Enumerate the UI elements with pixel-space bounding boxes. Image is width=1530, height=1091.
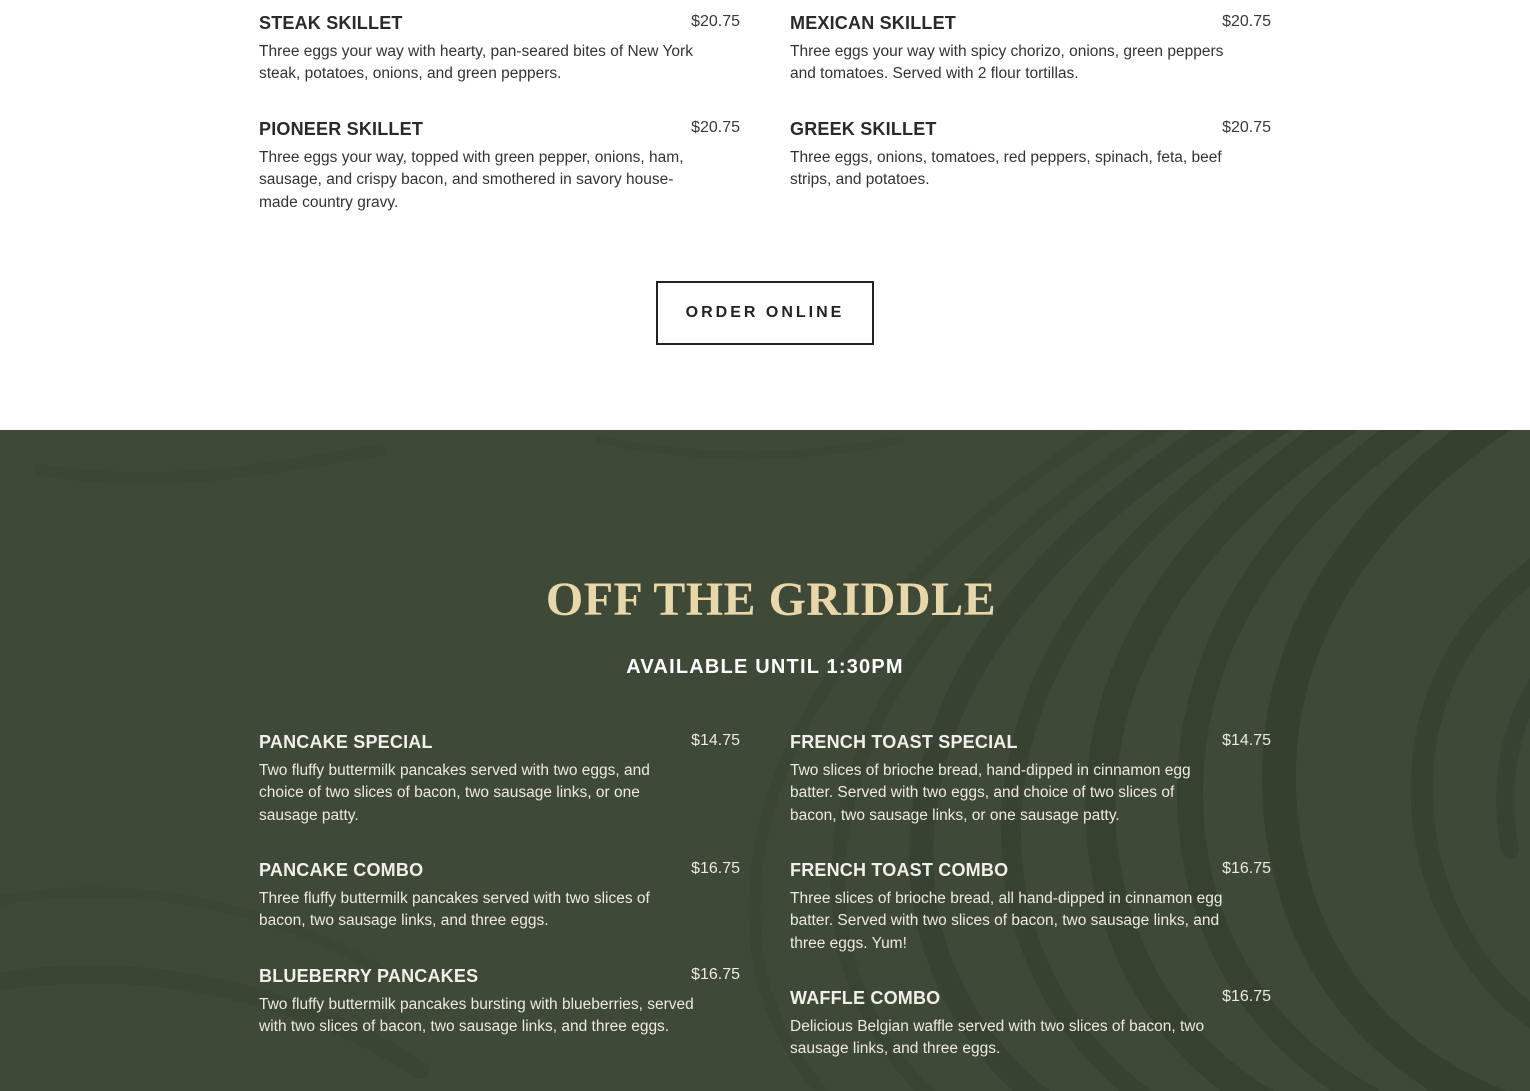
menu-item-description: Delicious Belgian waffle served with two slices of bacon, two sausage links, and three eggs. (790, 1018, 1205, 1058)
menu-item-description: Two fluffy buttermilk pancakes served with two eggs, and choice of two slices of bacon, two sausage links, or one sausage patty. (259, 762, 650, 824)
menu-item-description: Three eggs your way with hearty, pan-seared bites of New York steak, potatoes, onions, and green peppers. (259, 43, 693, 83)
menu-item-price: $14.75 (691, 732, 740, 749)
menu-item-description: Two fluffy buttermilk pancakes bursting with blueberries, served with two slices of bacon, two sausage links, and three eggs. (259, 996, 694, 1036)
menu-item-name: STEAK SKILLET (259, 13, 403, 33)
menu-item-price: $16.75 (1222, 860, 1271, 877)
order-online-button[interactable]: ORDER ONLINE (656, 281, 874, 345)
menu-item-price: $16.75 (1222, 988, 1271, 1005)
menu-item-name: WAFFLE COMBO (790, 988, 941, 1008)
menu-item-price: $16.75 (691, 860, 740, 877)
menu-item-price: $20.75 (691, 13, 740, 30)
menu-item-name: BLUEBERRY PANCAKES (259, 966, 479, 986)
wood-grain-texture (0, 430, 1530, 1091)
menu-item-description: Three eggs your way, topped with green pepper, onions, ham, sausage, and crispy bacon, and smothered in savory house-made country gravy. (259, 149, 684, 211)
menu-item-description: Three slices of brioche bread, all hand-dipped in cinnamon egg batter. Served with two slices of bacon, two sausage links, and three eggs. Yum! (790, 890, 1223, 952)
menu-item-description: Three eggs your way with spicy chorizo, onions, green peppers and tomatoes. Served with 2 flour tortillas. (790, 43, 1224, 83)
menu-item-name: GREEK SKILLET (790, 119, 937, 139)
menu-item-name: MEXICAN SKILLET (790, 13, 957, 33)
menu-item-description: Three fluffy buttermilk pancakes served with two slices of bacon, two sausage links, and three eggs. (259, 890, 650, 930)
griddle-menu-section (0, 430, 1530, 1091)
menu-item-price: $20.75 (691, 119, 740, 136)
section-subtitle: AVAILABLE UNTIL 1:30PM (626, 656, 904, 678)
menu-item-price: $16.75 (691, 966, 740, 983)
menu-item-name: FRENCH TOAST SPECIAL (790, 732, 1018, 752)
menu-item-price: $20.75 (1222, 119, 1271, 136)
section-title: OFF THE GRIDDLE (545, 573, 997, 626)
menu-item-name: PANCAKE SPECIAL (259, 732, 433, 752)
menu-item-price: $20.75 (1222, 13, 1271, 30)
menu-item-name: FRENCH TOAST COMBO (790, 860, 1009, 880)
menu-item-price: $14.75 (1222, 732, 1271, 749)
menu-item-name: PANCAKE COMBO (259, 860, 424, 880)
menu-item-description: Two slices of brioche bread, hand-dipped in cinnamon egg batter. Served with two eggs, and choice of two slices of bacon, two sausage links, or one sausage patty. (790, 762, 1191, 824)
menu-item-name: PIONEER SKILLET (259, 119, 424, 139)
menu-item-description: Three eggs, onions, tomatoes, red peppers, spinach, feta, beef strips, and potatoes. (790, 149, 1222, 189)
skillet-menu-section (0, 0, 1530, 430)
